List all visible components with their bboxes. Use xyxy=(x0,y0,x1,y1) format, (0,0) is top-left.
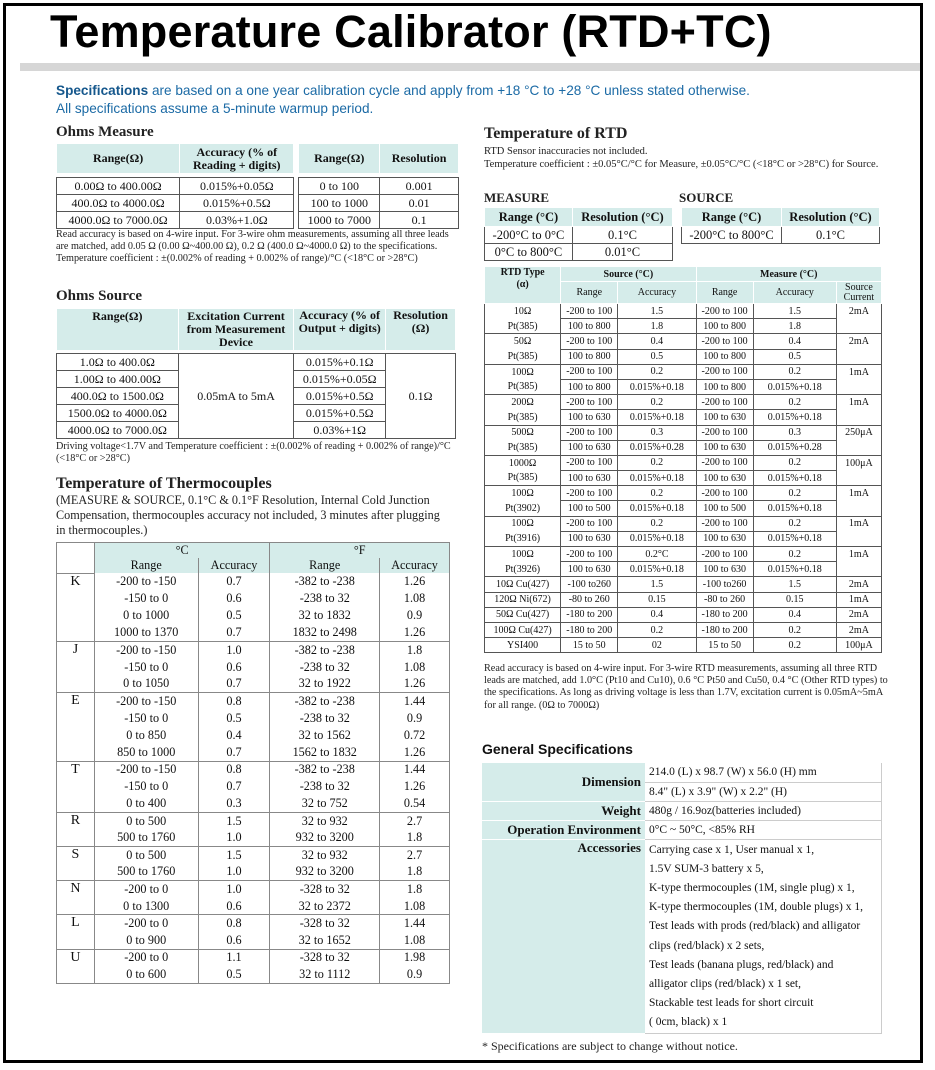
rtd-source-current: 100μA xyxy=(836,455,881,470)
rtd-source-current: 1mA xyxy=(836,486,881,501)
environment-label: Operation Environment xyxy=(482,820,645,839)
table-row: J -200 to -150 1.0 -382 to -238 1.8 xyxy=(57,641,450,658)
rtd-type: Pt(3916) xyxy=(485,531,561,546)
thermocouple-type: T xyxy=(57,761,95,812)
table-row: Pt(385) 100 to 800 1.8 100 to 800 1.8 xyxy=(485,319,882,334)
accessory-line: Test leads with prods (red/black) and alligator xyxy=(649,920,861,933)
rtd-type: 100Ω xyxy=(485,486,561,501)
ohms-source-resolution: 0.1Ω xyxy=(386,354,456,439)
rtd-title: Temperature of RTD xyxy=(484,125,628,142)
thermocouples-unit-f: °F xyxy=(270,543,450,559)
dimension-label: Dimension xyxy=(482,763,645,801)
rtd-measure-label: MEASURE xyxy=(484,190,550,205)
table-row: 1.0Ω to 400.0Ω 0.05mA to 5mA 0.015%+0.1Ω 0.1Ω xyxy=(57,354,456,371)
rtd-type: Pt(385) xyxy=(485,349,561,364)
ohms-source-header-row xyxy=(57,309,456,351)
ohms-measure-header-row xyxy=(57,144,459,174)
table-row: 50Ω -200 to 100 0.4 -200 to 100 0.4 2mA xyxy=(485,334,882,349)
spec-sheet xyxy=(3,3,923,1063)
dimension-value-mm: 214.0 (L) x 98.7 (W) x 56.0 (H) mm xyxy=(645,763,882,782)
table-row: U -200 to 0 1.1 -328 to 32 1.98 xyxy=(57,949,450,966)
rtd-table: RTD Type (α) Source (°C) Measure (°C) Range Accuracy Range Accuracy Source Current 10Ω -200 to 100 1.5 -200 to 100 1.5 2mA Pt(385) 100 to 800 1.8 100 to 800 1.8 50Ω -200 to 100 0.4 -200 to 100 0.4 2mA Pt(385) 100 to 800 0.5 100 to 800 0.5 100Ω -200 to 100 0.2 -200 to 100 0.2 1mA Pt(385) 100 to 800 0.015%+0.18 100 to 800 0.015%+0.18 200Ω -200 to 100 0.2 -200 to 100 0.2 1mA Pt(385) 100 to 630 0.015%+0.18 100 to 630 0.015%+0.18 500Ω -200 to 100 0.3 -200 to 100 0.3 250μA Pt(385) 100 to 630 0.015%+0.28 100 to 630 0.015%+0.28 1000Ω -200 to 100 0.2 -200 to 100 0.2 100μA Pt(385) 100 to 630 0.015%+0.18 100 to 630 0.015%+0.18 100Ω -200 to 100 0.2 -200 to 100 0.2 1mA Pt(3902) 100 to 500 0.015%+0.18 100 to 500 0.015%+0.18 100Ω -200 to 100 0.2 -200 to 100 0.2 1mA Pt(3916) 100 to 630 0.015%+0.18 100 to 630 0.015%+0.18 100Ω -200 to 100 0.2°C -200 to 100 0.2 1mA Pt(3926) 100 to 630 0.015%+0.18 100 to 630 0.015%+0.18 10Ω Cu(427) -100 to260 1.5 -100 to260 1.5 2mA 120Ω Ni(672) -80 to 260 0.15 -80 to 260 0.15 1mA 50Ω Cu(427) -180 to 200 0.4 -180 to 200 0.4 2mA 100Ω Cu(427) -180 to 200 0.2 -180 to 200 0.2 2mA YSI400 15 to 50 02 15 to 50 0.2 100μA xyxy=(484,266,882,653)
ohms-source-excitation: 0.05mA to 5mA xyxy=(178,354,294,439)
table-row: 50Ω Cu(427) -180 to 200 0.4 -180 to 200 0.4 2mA xyxy=(485,607,882,622)
general-specs-table xyxy=(482,763,882,1034)
thermocouple-type: U xyxy=(57,949,95,983)
table-row: 0 to 900 0.6 32 to 1652 1.08 xyxy=(57,932,450,949)
ohms-measure-header-accuracy: Accuracy (% of Reading + digits) xyxy=(180,144,294,174)
table-row: 1500.0Ω to 4000.0Ω 0.015%+0.5Ω xyxy=(57,405,456,422)
rtd-type: 50Ω xyxy=(485,334,561,349)
table-row: -200°C to 800°C 0.1°C xyxy=(682,227,880,244)
title-rule xyxy=(20,63,923,71)
intro-line-1-rest: are based on a one year calibration cycle and apply from +18 °C to +28 °C unless stated otherwise. xyxy=(148,83,750,98)
rtd-source-label: SOURCE xyxy=(679,190,734,205)
rtd-type: 100Ω xyxy=(485,516,561,531)
table-row: 0 to 600 0.5 32 to 1112 0.9 xyxy=(57,966,450,983)
rtd-header-type: RTD Type (α) xyxy=(485,267,561,304)
intro-text xyxy=(56,82,916,118)
table-row: 100Ω Cu(427) -180 to 200 0.2 -180 to 200 0.2 2mA xyxy=(485,622,882,637)
table-row: -150 to 0 0.5 -238 to 32 0.9 xyxy=(57,710,450,727)
ohms-measure-note: Read accuracy is based on 4-wire input. For 3-wire ohm measurements, assuming all three leads are matched, add 0.05 Ω (0.00 Ω~400.00 Ω), 0.2 Ω (400.0 Ω~4000.0 Ω) to the specifications. Temperature coefficient : ±(0.002% of reading + 0.002% of range)/°C (<18°C or >28°C) xyxy=(56,229,449,264)
intro-line-2: All specifications assume a 5-minute warmup period. xyxy=(56,101,374,116)
thermocouples-unit-c: °C xyxy=(94,543,270,559)
ohms-measure-table xyxy=(56,143,459,229)
table-row: 850 to 1000 0.7 1562 to 1832 1.26 xyxy=(57,744,450,761)
rtd-type: 500Ω xyxy=(485,425,561,440)
ohms-source-header-range: Range(Ω) xyxy=(57,309,179,351)
thermocouple-type: J xyxy=(57,641,95,692)
footnote: * Specifications are subject to change without notice. xyxy=(482,1039,738,1053)
table-row: K -200 to -150 0.7 -382 to -238 1.26 xyxy=(57,573,450,590)
table-row: 100Ω -200 to 100 0.2°C -200 to 100 0.2 1mA xyxy=(485,547,882,562)
table-row: Pt(3916) 100 to 630 0.015%+0.18 100 to 630 0.015%+0.18 xyxy=(485,531,882,546)
thermocouple-type: R xyxy=(57,812,95,846)
rtd-type: Pt(3902) xyxy=(485,501,561,516)
page-title: Temperature Calibrator (RTD+TC) xyxy=(50,6,772,57)
rtd-source-current: 250μA xyxy=(836,425,881,440)
rtd-note-2: Temperature coefficient : ±0.05°C/°C for Measure, ±0.05°C/°C (<18°C or >28°C) for Source. xyxy=(484,159,879,170)
ohms-measure-header-range: Range(Ω) xyxy=(57,144,180,174)
table-row: 100Ω -200 to 100 0.2 -200 to 100 0.2 1mA xyxy=(485,364,882,379)
table-row: Pt(385) 100 to 630 0.015%+0.18 100 to 630 0.015%+0.18 xyxy=(485,410,882,425)
thermocouple-type: S xyxy=(57,847,95,881)
weight-value: 480g / 16.9oz(batteries included) xyxy=(645,801,882,820)
rtd-source-table: Range (°C) Resolution (°C) -200°C to 800°C 0.1°C xyxy=(681,207,880,244)
rtd-type: 100Ω xyxy=(485,364,561,379)
table-row: 500Ω -200 to 100 0.3 -200 to 100 0.3 250μA xyxy=(485,425,882,440)
table-row: 100Ω -200 to 100 0.2 -200 to 100 0.2 1mA xyxy=(485,486,882,501)
table-row: -150 to 0 0.6 -238 to 32 1.08 xyxy=(57,590,450,607)
table-row: 1000 to 1370 0.7 1832 to 2498 1.26 xyxy=(57,624,450,641)
table-row: 10Ω Cu(427) -100 to260 1.5 -100 to260 1.5 2mA xyxy=(485,577,882,592)
rtd-measure-table: Range (°C) Resolution (°C) -200°C to 0°C 0.1°C 0°C to 800°C 0.01°C xyxy=(484,207,673,261)
intro-line-1 xyxy=(56,82,916,100)
table-row: R 0 to 500 1.5 32 to 932 2.7 xyxy=(57,812,450,829)
rtd-type: Pt(385) xyxy=(485,410,561,425)
rtd-type: 10Ω xyxy=(485,304,561,319)
thermocouple-type: K xyxy=(57,573,95,641)
table-row: N -200 to 0 1.0 -328 to 32 1.8 xyxy=(57,881,450,898)
rtd-type: Pt(385) xyxy=(485,471,561,486)
ohms-source-note: Driving voltage<1.7V and Temperature coefficient : ±(0.002% of reading + 0.002% of range)/°C (<18°C or >28°C) xyxy=(56,441,451,464)
table-row: -200°C to 0°C 0.1°C xyxy=(485,227,673,244)
table-row: Pt(385) 100 to 630 0.015%+0.18 100 to 630 0.015%+0.18 xyxy=(485,471,882,486)
ohms-source-header-excitation: Excitation Current from Measurement Device xyxy=(178,309,294,351)
table-row: 120Ω Ni(672) -80 to 260 0.15 -80 to 260 0.15 1mA xyxy=(485,592,882,607)
rtd-note-1: RTD Sensor inaccuracies not included. xyxy=(484,146,648,157)
weight-label: Weight xyxy=(482,801,645,820)
rtd-note-3: Read accuracy is based on 4-wire input. For 3-wire RTD measurements, assuming all three RTD leads are matched, add 1.0°C (Pt10 and Cu10), 0.6 °C Pt50 and Cu50, 0.4 °C (Other RTD types) to the specifications. As long as driving voltage is less than 1.7V, excitation current is 0.05mA~5mA for all range. (0Ω to 7000Ω) xyxy=(484,663,888,711)
accessory-line: Stackable test leads for short circuit xyxy=(649,997,814,1010)
ohms-measure-header-resolution: Resolution xyxy=(380,144,459,174)
table-row: 0 to 1000 0.5 32 to 1832 0.9 xyxy=(57,607,450,624)
table-row: -150 to 0 0.6 -238 to 32 1.08 xyxy=(57,658,450,675)
thermocouples-unit-row xyxy=(57,543,450,559)
ohms-measure-title: Ohms Measure xyxy=(56,124,154,140)
rtd-type: 200Ω xyxy=(485,395,561,410)
thermocouples-table xyxy=(56,542,450,984)
accessory-line: clips (red/black) x 2 sets, xyxy=(649,939,765,952)
accessory-line: ( 0cm, black) x 1 xyxy=(649,1016,728,1029)
table-row: 0 to 1050 0.7 32 to 1922 1.26 xyxy=(57,676,450,693)
table-row: Pt(3902) 100 to 500 0.015%+0.18 100 to 500 0.015%+0.18 xyxy=(485,501,882,516)
rtd-type: Pt(3926) xyxy=(485,562,561,577)
table-row: 4000.0Ω to 7000.0Ω 0.03%+1.0Ω 1000 to 7000 0.1 xyxy=(57,212,459,229)
table-row: 1.00Ω to 400.00Ω 0.015%+0.05Ω xyxy=(57,371,456,388)
dimension-value-inch: 8.4" (L) x 3.9" (W) x 2.2" (H) xyxy=(645,782,882,801)
table-row: 4000.0Ω to 7000.0Ω 0.03%+1Ω xyxy=(57,422,456,439)
thermocouple-type: L xyxy=(57,915,95,949)
rtd-header-source: Source (°C) xyxy=(561,267,696,282)
rtd-source-current: 1mA xyxy=(836,516,881,531)
accessory-line: K-type thermocouples (1M, double plugs) x 1, xyxy=(649,901,863,914)
accessory-line: Test leads (banana plugs, red/black) and xyxy=(649,958,834,971)
accessory-line: 1.5V SUM-3 battery x 5, xyxy=(649,862,764,875)
accessory-line: K-type thermocouples (1M, single plug) x 1, xyxy=(649,881,855,894)
table-row: 200Ω -200 to 100 0.2 -200 to 100 0.2 1mA xyxy=(485,395,882,410)
table-row: -150 to 0 0.7 -238 to 32 1.26 xyxy=(57,778,450,795)
general-specs-title: General Specifications xyxy=(482,741,633,757)
table-row: Pt(385) 100 to 800 0.5 100 to 800 0.5 xyxy=(485,349,882,364)
table-row: 0 to 400 0.3 32 to 752 0.54 xyxy=(57,795,450,812)
intro-bold-word: Specifications xyxy=(56,83,149,98)
table-row: 0°C to 800°C 0.01°C xyxy=(485,244,673,261)
table-row: 0 to 1300 0.6 32 to 2372 1.08 xyxy=(57,898,450,915)
thermocouples-header-row: Range Accuracy Range Accuracy xyxy=(57,558,450,573)
rtd-source-current: 2mA xyxy=(836,304,881,319)
rtd-source-current: 1mA xyxy=(836,395,881,410)
table-row: E -200 to -150 0.8 -382 to -238 1.44 xyxy=(57,693,450,710)
table-row: Pt(3926) 100 to 630 0.015%+0.18 100 to 630 0.015%+0.18 xyxy=(485,562,882,577)
rtd-type: 1000Ω xyxy=(485,455,561,470)
ohms-source-header-accuracy: Accuracy (% of Output + digits) xyxy=(294,309,386,351)
ohms-source-table xyxy=(56,308,456,439)
table-row: 10Ω -200 to 100 1.5 -200 to 100 1.5 2mA xyxy=(485,304,882,319)
table-row: Pt(385) 100 to 800 0.015%+0.18 100 to 800 0.015%+0.18 xyxy=(485,379,882,394)
table-row: Pt(385) 100 to 630 0.015%+0.28 100 to 630 0.015%+0.28 xyxy=(485,440,882,455)
table-row: 1000Ω -200 to 100 0.2 -200 to 100 0.2 100μA xyxy=(485,455,882,470)
table-row: 500 to 1760 1.0 932 to 3200 1.8 xyxy=(57,829,450,846)
ohms-source-header-resolution: Resolution (Ω) xyxy=(386,309,456,351)
table-row: S 0 to 500 1.5 32 to 932 2.7 xyxy=(57,847,450,864)
rtd-type: Pt(385) xyxy=(485,440,561,455)
rtd-source-current: 1mA xyxy=(836,364,881,379)
table-row: 0 to 850 0.4 32 to 1562 0.72 xyxy=(57,727,450,744)
thermocouples-subtitle: (MEASURE & SOURCE, 0.1°C & 0.1°F Resolution, Internal Cold Junction Compensation, thermocouples accuracy not included, 3 minutes after plugging in thermocouples.) xyxy=(56,493,440,537)
ohms-source-title: Ohms Source xyxy=(56,288,142,304)
table-row: 500 to 1760 1.0 932 to 3200 1.8 xyxy=(57,864,450,881)
environment-value: 0°C ~ 50°C, <85% RH xyxy=(645,820,882,839)
table-row: 100Ω -200 to 100 0.2 -200 to 100 0.2 1mA xyxy=(485,516,882,531)
table-row: 0.00Ω to 400.00Ω 0.015%+0.05Ω 0 to 100 0.001 xyxy=(57,178,459,195)
thermocouple-type: N xyxy=(57,881,95,915)
thermocouple-type: E xyxy=(57,693,95,761)
accessories-label: Accessories xyxy=(482,839,645,1033)
thermocouples-title: Temperature of Thermocouples xyxy=(56,475,272,492)
table-row: YSI400 15 to 50 02 15 to 50 0.2 100μA xyxy=(485,638,882,653)
accessory-line: alligator clips (red/black) x 1 set, xyxy=(649,977,802,990)
rtd-header-measure: Measure (°C) xyxy=(696,267,881,282)
rtd-source-current: 1mA xyxy=(836,547,881,562)
accessory-line: Carrying case x 1, User manual x 1, xyxy=(649,843,815,856)
table-row: 400.0Ω to 4000.0Ω 0.015%+0.5Ω 100 to 1000 0.01 xyxy=(57,195,459,212)
ohms-measure-header-range-2: Range(Ω) xyxy=(299,144,380,174)
table-row: 400.0Ω to 1500.0Ω 0.015%+0.5Ω xyxy=(57,388,456,405)
rtd-type: Pt(385) xyxy=(485,379,561,394)
rtd-source-current: 2mA xyxy=(836,334,881,349)
table-row: T -200 to -150 0.8 -382 to -238 1.44 xyxy=(57,761,450,778)
table-row: L -200 to 0 0.8 -328 to 32 1.44 xyxy=(57,915,450,932)
rtd-type: 100Ω xyxy=(485,547,561,562)
accessories-value xyxy=(645,839,882,1033)
rtd-type: Pt(385) xyxy=(485,319,561,334)
